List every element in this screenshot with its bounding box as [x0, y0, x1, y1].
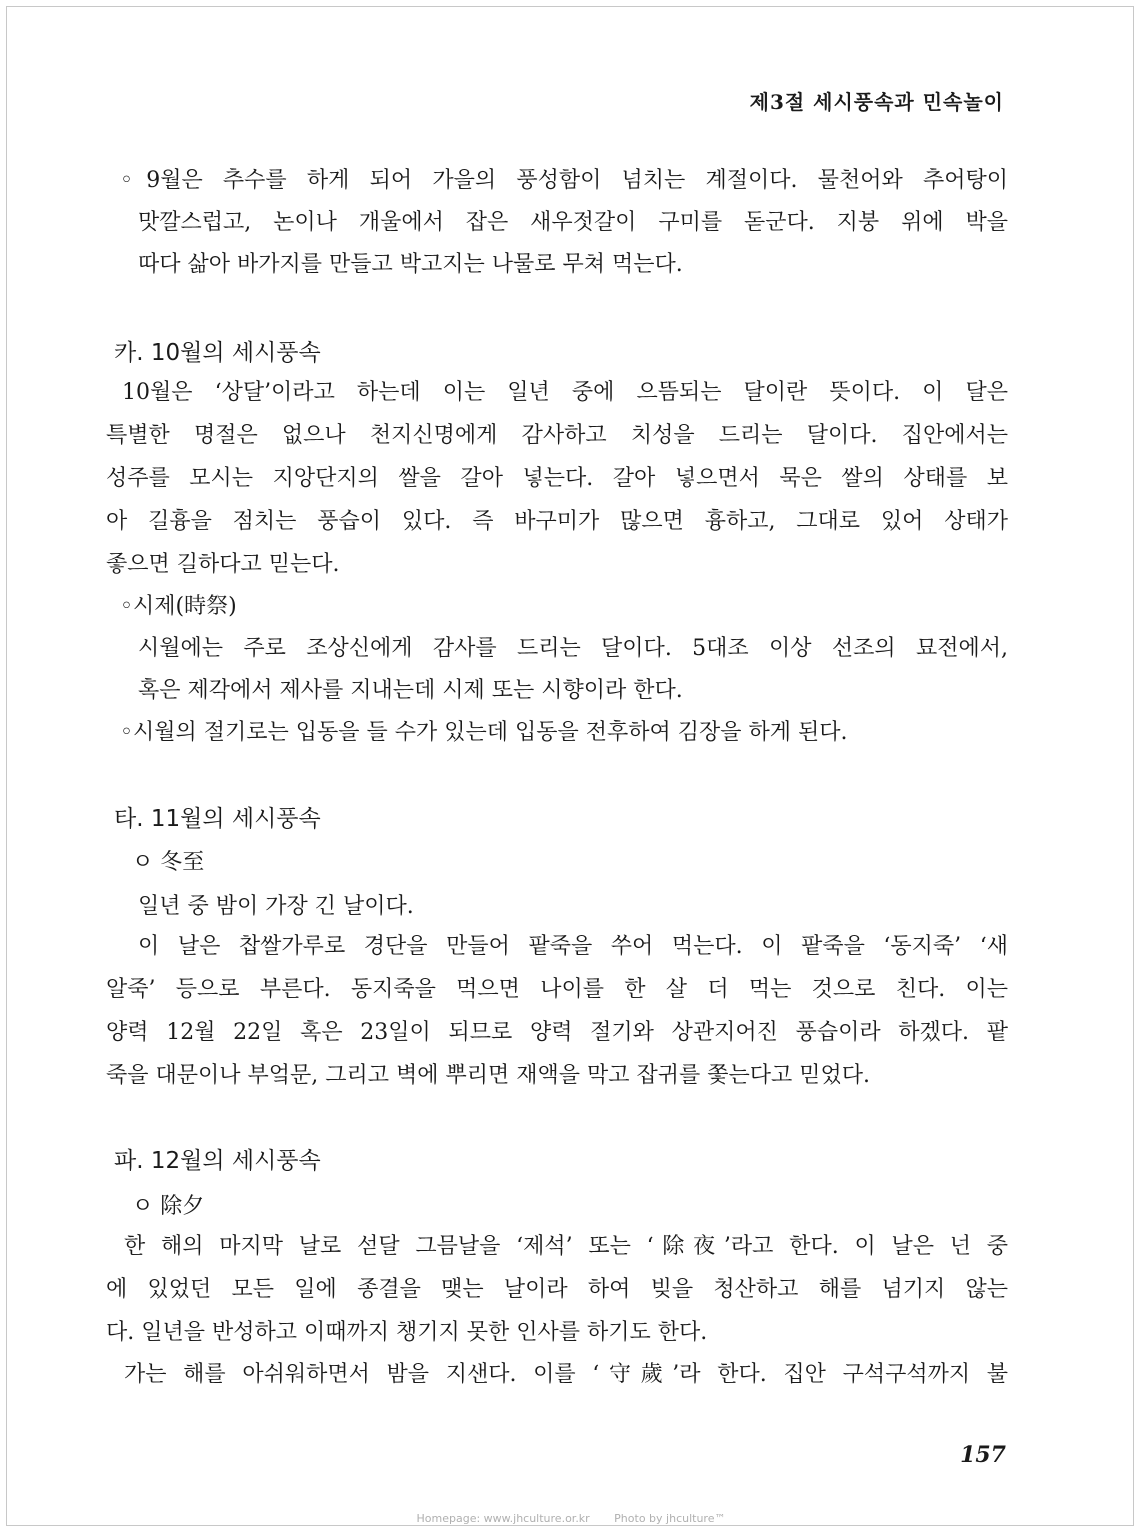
oct-line-3: 성주를 모시는 지앙단지의 쌀을 갈아 넣는다. 갈아 넣으면서 묵은 쌀의 상태를 보 [106, 466, 1008, 491]
nov-intro: 일년 중 밤이 가장 긴 날이다. [138, 894, 414, 919]
heading-november: 타. 11월의 세시풍속 [114, 806, 321, 832]
heading-december: 파. 12월의 세시풍속 [114, 1148, 321, 1174]
jeseok-title: ㅇ 除夕 [132, 1194, 205, 1219]
dec-line-3: 다. 일년을 반성하고 이때까지 챙기지 못한 인사를 하기도 한다. [106, 1320, 708, 1345]
heading-october: 카. 10월의 세시풍속 [114, 340, 321, 366]
sije-line-2: 혹은 제각에서 제사를 지내는데 시제 또는 시향이라 한다. [138, 678, 683, 703]
nov-line-3: 양력 12월 22일 혹은 23일이 되므로 양력 절기와 상관지어진 풍습이라 하겠다. 팥 [106, 1020, 1008, 1045]
sept-line-1: ◦9월은 추수를 하게 되어 가을의 풍성함이 넘치는 계절이다. 물천어와 추어탕이 [120, 168, 1008, 193]
sije-line-1: 시월에는 주로 조상신에게 감사를 드리는 달이다. 5대조 이상 선조의 묘전에서, [138, 636, 1008, 661]
sije-title: ◦시제(時祭) [120, 594, 237, 619]
nov-line-1: 이 날은 찹쌀가루로 경단을 만들어 팥죽을 쑤어 먹는다. 이 팥죽을 ‘동지죽’ ‘새 [138, 934, 1008, 959]
dec-line-1: 한 해의 마지막 날로 섣달 그믐날을 ‘제석’ 또는 ‘除夜’라고 한다. 이 날은 넌 중 [124, 1234, 1008, 1259]
dec-line-2: 에 있었던 모든 일에 종결을 맺는 날이라 하여 빚을 청산하고 해를 넘기지 않는 [106, 1277, 1008, 1302]
running-head: 제3절 세시풍속과 민속놀이 [749, 90, 1004, 114]
oct-line-4: 아 길흉을 점치는 풍습이 있다. 즉 바구미가 많으면 흉하고, 그대로 있어 상태가 [106, 509, 1008, 534]
footer-credit: Homepage: www.jhculture.or.kr Photo by jhculture™ [416, 1512, 726, 1525]
page-number: 157 [960, 1442, 1006, 1468]
dec-line-4: 가는 해를 아쉬워하면서 밤을 지샌다. 이를 ‘守歲’라 한다. 집안 구석구석까지 불 [124, 1362, 1008, 1387]
sept-line-2: 맛깔스럽고, 논이나 개울에서 잡은 새우젓갈이 구미를 돋군다. 지붕 위에 박을 [138, 210, 1008, 235]
dongji-title: ㅇ 冬至 [132, 850, 205, 875]
oct-line-2: 특별한 명절은 없으나 천지신명에게 감사하고 치성을 드리는 달이다. 집안에서는 [106, 423, 1008, 448]
nov-line-4: 죽을 대문이나 부엌문, 그리고 벽에 뿌리면 재액을 막고 잡귀를 쫓는다고 믿었다. [106, 1063, 870, 1088]
oct-line-5: 좋으면 길하다고 믿는다. [106, 552, 340, 577]
nov-line-2: 알죽’ 등으로 부른다. 동지죽을 먹으면 나이를 한 살 더 먹는 것으로 친다. 이는 [106, 977, 1008, 1002]
oct-line-1: 10월은 ‘상달’이라고 하는데 이는 일년 중에 으뜸되는 달이란 뜻이다. 이 달은 [122, 380, 1008, 405]
oct-jeolgi: ◦시월의 절기로는 입동을 들 수가 있는데 입동을 전후하여 김장을 하게 된다. [120, 720, 848, 745]
sept-line-3: 따다 삶아 바가지를 만들고 박고지는 나물로 무쳐 먹는다. [138, 252, 683, 277]
